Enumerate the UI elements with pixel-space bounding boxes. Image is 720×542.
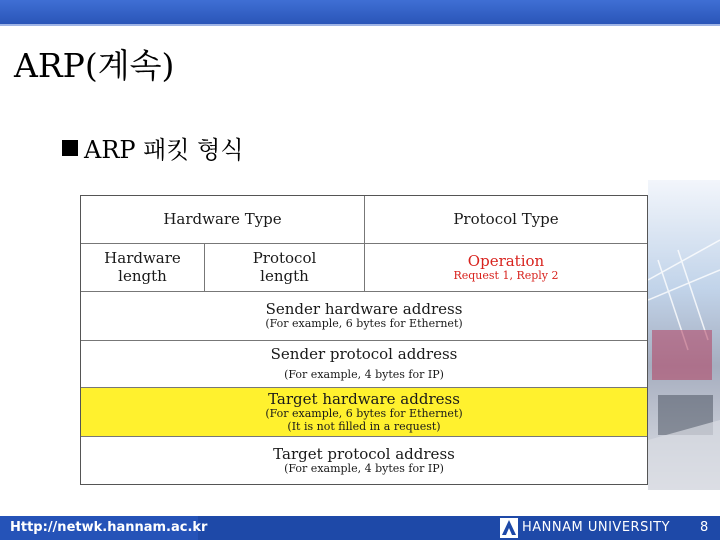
hardware-type-cell: Hardware Type: [163, 209, 282, 228]
target-hardware-address-cell: [81, 388, 647, 436]
protocol-type-cell: Protocol Type: [364, 196, 647, 243]
arp-packet-format-table: [80, 195, 648, 485]
operation-note: Request 1, Reply 2: [453, 268, 559, 282]
table-row-sender-hardware: [81, 292, 647, 341]
sender-protocol-note: (For example, 4 bytes for IP): [284, 368, 444, 382]
target-protocol-title: Target protocol address: [273, 444, 455, 463]
table-row-target-protocol: [81, 437, 647, 484]
bullet-text: ARP 패킷 형식: [84, 136, 244, 164]
square-bullet-icon: [62, 140, 78, 156]
table-row-target-hardware: [81, 388, 647, 437]
target-protocol-note: (For example, 4 bytes for IP): [284, 461, 444, 475]
hardware-length-line2: length: [118, 266, 167, 285]
table-row-sender-protocol: [81, 341, 647, 388]
sender-hardware-address-cell: [81, 292, 647, 340]
table-row-lengths: [81, 244, 647, 292]
sender-hardware-note: (For example, 6 bytes for Ethernet): [265, 317, 463, 331]
protocol-length-line1: Protocol: [252, 249, 317, 268]
target-protocol-address-cell: [81, 437, 647, 484]
slide-title: ARP(계속): [14, 46, 175, 85]
target-hardware-note2: (It is not filled in a request): [287, 419, 441, 433]
sender-protocol-title: Sender protocol address: [270, 345, 458, 364]
sender-hardware-title: Sender hardware address: [265, 300, 463, 319]
sender-protocol-address-cell: [81, 341, 647, 387]
target-hardware-title: Target hardware address: [268, 389, 460, 408]
decorative-network-image: [648, 180, 720, 490]
hardware-length-line1: Hardware: [104, 249, 181, 268]
protocol-length-line2: length: [260, 266, 309, 285]
operation-cell: [364, 244, 647, 291]
table-row-types: [81, 196, 647, 244]
footer-url-link[interactable]: Http://netwk.hannam.ac.kr: [0, 516, 198, 540]
target-hardware-note: (For example, 6 bytes for Ethernet): [265, 406, 463, 420]
top-header-bar: [0, 0, 720, 24]
operation-label: Operation: [467, 251, 545, 270]
hardware-length-cell: [81, 244, 204, 291]
footer-university-name: HANNAM UNIVERSITY: [522, 520, 671, 535]
university-emblem-icon: [500, 518, 518, 538]
page-number: 8: [700, 520, 709, 535]
bullet-item: [62, 130, 244, 165]
protocol-length-cell: [204, 244, 364, 291]
